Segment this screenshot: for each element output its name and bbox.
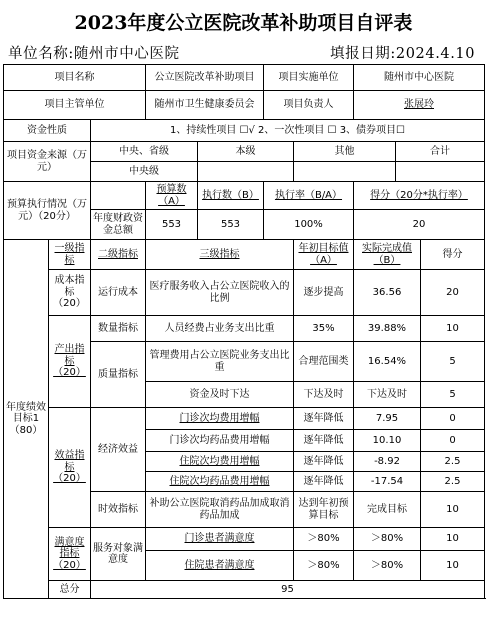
- fund-source-cell: [396, 162, 485, 182]
- score-value: 5: [421, 342, 485, 382]
- timeliness-label: 时效指标: [91, 492, 146, 528]
- perf-header: 三级指标: [146, 240, 294, 270]
- score-value: 0: [421, 408, 485, 430]
- perf-outer-label: 年度绩效目标1（80）: [4, 240, 49, 599]
- indicator-name: 门诊患者满意度: [146, 528, 294, 551]
- actual-value: 10.10: [354, 430, 421, 452]
- fund-nature-options: 1、持续性项目 ☐√ 2、一次性项目 ☐ 3、债券项目☐: [91, 120, 485, 142]
- total-value: 95: [91, 581, 485, 599]
- budget-header: 得分（20分*执行率）: [354, 182, 485, 210]
- score-value: 10: [421, 551, 485, 581]
- operating-cost-label: 运行成本: [91, 270, 146, 316]
- report-date-line: [330, 42, 475, 63]
- actual-value: ＞80%: [354, 528, 421, 551]
- target-value: 逐步提高: [294, 270, 354, 316]
- cost-indicator-label: 成本指标（20）: [49, 270, 91, 316]
- actual-value: 完成目标: [354, 492, 421, 528]
- target-value: 逐年降低: [294, 430, 354, 452]
- unit-name-label: 单位名称:: [8, 46, 74, 62]
- fund-source-cell: [198, 162, 294, 182]
- indicator-name: 门诊次均药品费用增幅: [146, 430, 294, 452]
- fund-source-header: 本级: [198, 142, 294, 162]
- fund-source-cell: [294, 162, 396, 182]
- actual-value: 下达及时: [354, 382, 421, 408]
- indicator-name: 资金及时下达: [146, 382, 294, 408]
- budget-value: 553: [146, 210, 198, 240]
- target-value: 达到年初预算目标: [294, 492, 354, 528]
- score-value: 10: [421, 528, 485, 551]
- perf-header: 二级指标: [91, 240, 146, 270]
- fund-nature-label: 资金性质: [4, 120, 91, 142]
- fund-source-header: 其他: [294, 142, 396, 162]
- indicator-name: 住院次均药品费用增幅: [146, 472, 294, 492]
- perf-header: 一级指标: [49, 240, 91, 270]
- indicator-name: 住院次均费用增幅: [146, 452, 294, 472]
- impl-unit-value: 随州市中心医院: [354, 65, 485, 91]
- benefit-indicator-label: 效益指标（20）: [49, 408, 91, 528]
- target-value: 合理范围类: [294, 342, 354, 382]
- score-value: 10: [421, 316, 485, 342]
- indicator-name: 人员经费占业务支出比重: [146, 316, 294, 342]
- report-date-value: 2024.4.10: [395, 46, 476, 62]
- indicator-name: 门诊次均费用增幅: [146, 408, 294, 430]
- evaluation-table: [3, 64, 485, 599]
- perf-header: 年初目标值（A）: [294, 240, 354, 270]
- report-date-label: 填报日期:: [330, 46, 396, 62]
- project-name-label: 项目名称: [4, 65, 146, 91]
- leader-value: 张展玲: [354, 91, 485, 120]
- page-title: 2023年度公立医院改革补助项目自评表: [74, 12, 413, 34]
- budget-value: 100%: [264, 210, 354, 240]
- indicator-name: 管理费用占公立医院业务支出比重: [146, 342, 294, 382]
- perf-header: 实际完成值（B）: [354, 240, 421, 270]
- unit-name-line: [8, 42, 180, 63]
- score-value: 2.5: [421, 472, 485, 492]
- output-indicator-label: 产出指标（20）: [49, 316, 91, 408]
- actual-value: 39.88%: [354, 316, 421, 342]
- target-value: ＞80%: [294, 551, 354, 581]
- budget-row-label: 年度财政资金总额: [91, 210, 146, 240]
- fund-source-header: 合计: [396, 142, 485, 162]
- score-value: 0: [421, 430, 485, 452]
- actual-value: 7.95: [354, 408, 421, 430]
- actual-value: -8.92: [354, 452, 421, 472]
- target-value: 逐年降低: [294, 472, 354, 492]
- budget-header: 预算数（A）: [146, 182, 198, 210]
- dept-value: 随州市卫生健康委员会: [146, 91, 264, 120]
- quantity-label: 数量指标: [91, 316, 146, 342]
- target-value: 35%: [294, 316, 354, 342]
- dept-label: 项目主管单位: [4, 91, 146, 120]
- budget-corner: [91, 182, 146, 210]
- actual-value: -17.54: [354, 472, 421, 492]
- score-value: 20: [421, 270, 485, 316]
- budget-value: 20: [354, 210, 485, 240]
- target-value: 逐年降低: [294, 452, 354, 472]
- total-label: 总分: [49, 581, 91, 599]
- unit-name-value: 随州市中心医院: [73, 46, 180, 62]
- satisfaction-indicator-label: 满意度指标（20）: [49, 528, 91, 581]
- actual-value: ＞80%: [354, 551, 421, 581]
- actual-value: 36.56: [354, 270, 421, 316]
- fund-source-central: 中央级: [91, 162, 198, 182]
- impl-unit-label: 项目实施单位: [264, 65, 354, 91]
- score-value: 2.5: [421, 452, 485, 472]
- perf-header: 得分: [421, 240, 485, 270]
- fund-source-header: 中央、省级: [91, 142, 198, 162]
- target-value: 逐年降低: [294, 408, 354, 430]
- fund-source-label: 项目资金来源（万元）: [4, 142, 91, 182]
- budget-label: 预算执行情况（万元）（20分）: [4, 182, 91, 240]
- target-value: ＞80%: [294, 528, 354, 551]
- score-value: 10: [421, 492, 485, 528]
- service-satisfaction-label: 服务对象满意度: [91, 528, 146, 581]
- economic-benefit-label: 经济效益: [91, 408, 146, 492]
- actual-value: 16.54%: [354, 342, 421, 382]
- project-name-value: 公立医院改革补助项目: [146, 65, 264, 91]
- leader-label: 项目负责人: [264, 91, 354, 120]
- score-value: 5: [421, 382, 485, 408]
- budget-value: 553: [198, 210, 264, 240]
- indicator-name: 补助公立医院取消药品加成取消药品加成: [146, 492, 294, 528]
- budget-header: 执行率（B/A）: [264, 182, 354, 210]
- target-value: 下达及时: [294, 382, 354, 408]
- indicator-name: 医疗服务收入占公立医院收入的比例: [146, 270, 294, 316]
- budget-header: 执行数（B）: [198, 182, 264, 210]
- indicator-name: 住院患者满意度: [146, 551, 294, 581]
- quality-label: 质量指标: [91, 342, 146, 408]
